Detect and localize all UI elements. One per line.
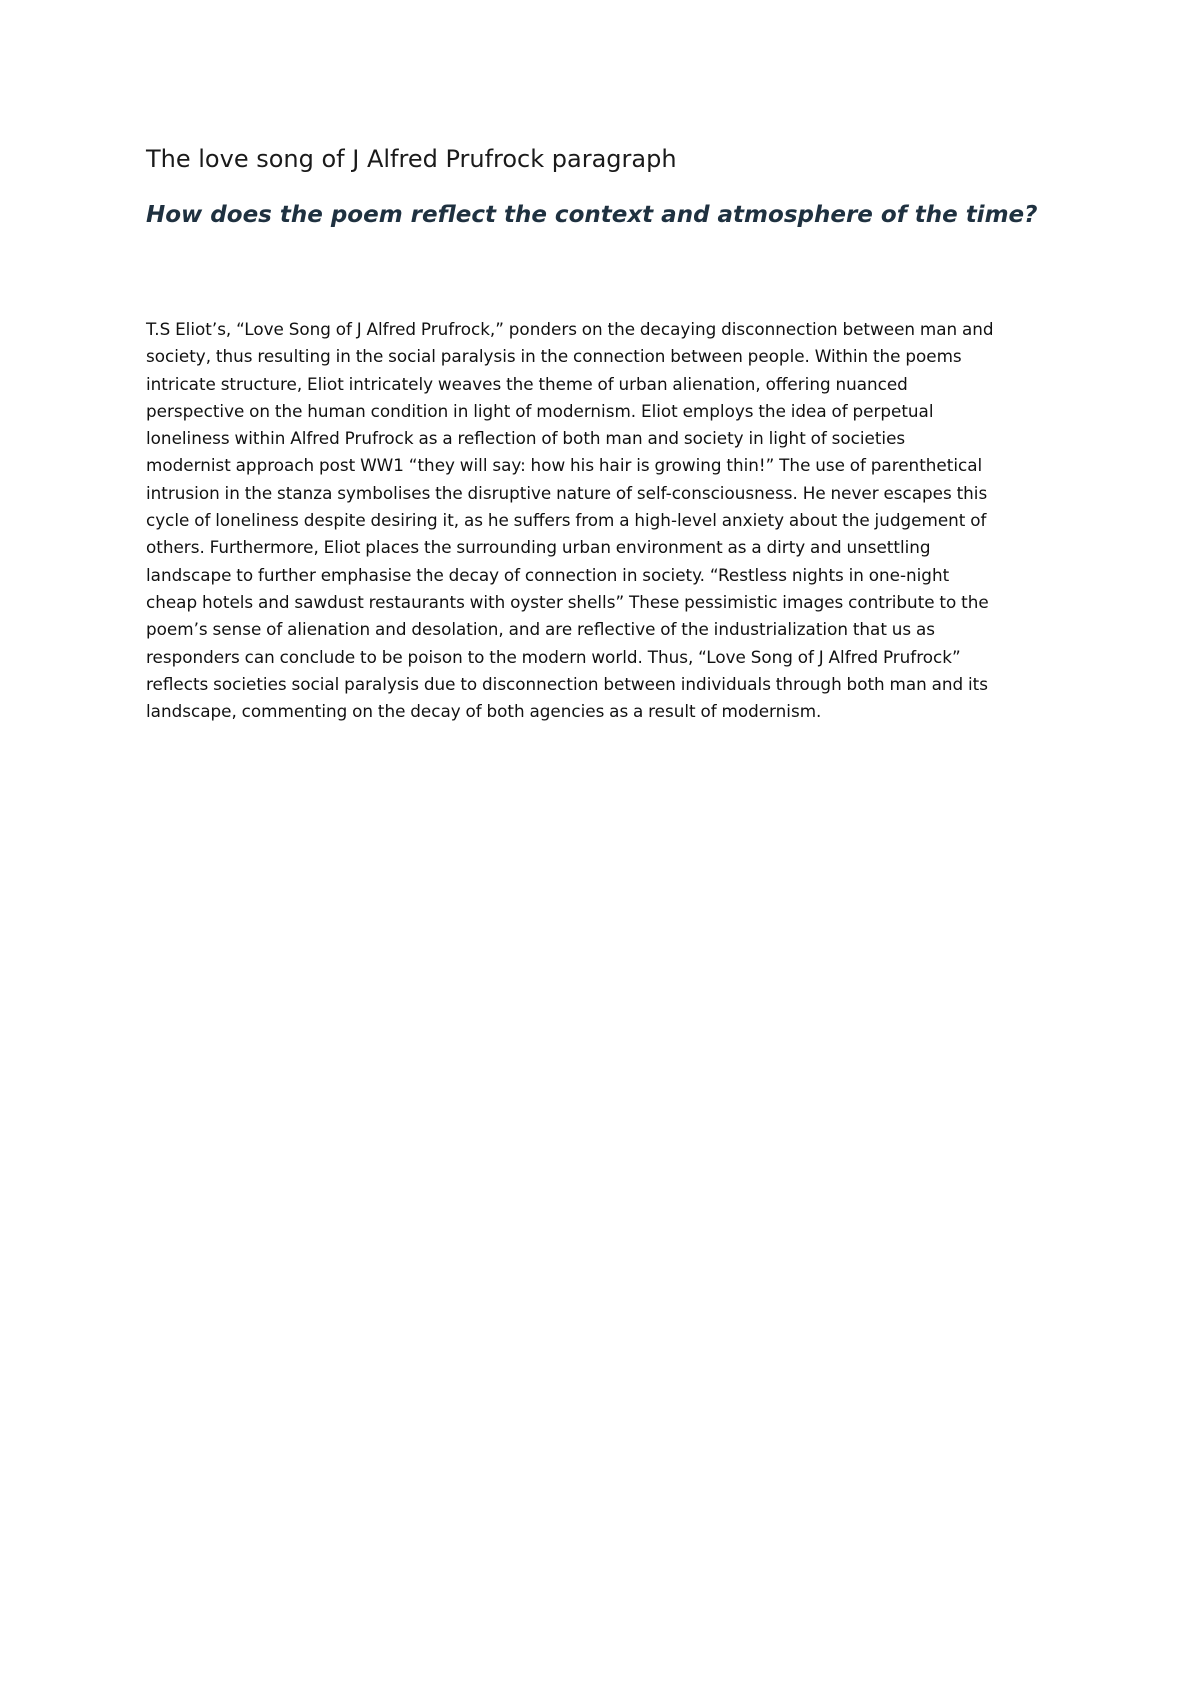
- body-paragraph: [146, 316, 1086, 725]
- paragraph-line: cycle of loneliness despite desiring it, as he suffers from a high-level anxiety about the judgement of: [146, 510, 987, 531]
- paragraph-line: landscape to further emphasise the decay of connection in society. “Restless nights in one-night: [146, 564, 950, 585]
- paragraph-line: poem’s sense of alienation and desolation, and are reflective of the industrialization that us as: [146, 619, 935, 640]
- paragraph-line: loneliness within Alfred Prufrock as a reflection of both man and society in light of societies: [146, 428, 906, 449]
- paragraph-line: T.S Eliot’s, “Love Song of J Alfred Prufrock,” ponders on the decaying disconnection between man and: [146, 319, 994, 339]
- paragraph-line: perspective on the human condition in light of modernism. Eliot employs the idea of perpetual: [146, 400, 934, 421]
- paragraph-line: responders can conclude to be poison to the modern world. Thus, “Love Song of J Alfred Prufrock”: [146, 646, 961, 667]
- paragraph-line: society, thus resulting in the social paralysis in the connection between people. Within the poems: [146, 346, 962, 367]
- document-title: The love song of J Alfred Prufrock paragraph: [146, 145, 677, 173]
- paragraph-line: intrusion in the stanza symbolises the disruptive nature of self-consciousness. He never escapes this: [146, 482, 988, 503]
- paragraph-line: reflects societies social paralysis due to disconnection between individuals through both man and its: [146, 673, 989, 694]
- paragraph-line: landscape, commenting on the decay of both agencies as a result of modernism.: [146, 701, 822, 722]
- paragraph-line: others. Furthermore, Eliot places the surrounding urban environment as a dirty and unsettling: [146, 537, 931, 558]
- paragraph-line: cheap hotels and sawdust restaurants with oyster shells” These pessimistic images contribute to the: [146, 591, 989, 612]
- paragraph-line: modernist approach post WW1 “they will say: how his hair is growing thin!” The use of parenthetical: [146, 455, 983, 476]
- paragraph-line: intricate structure, Eliot intricately weaves the theme of urban alienation, offering nuanced: [146, 373, 908, 394]
- document-question-heading: How does the poem reflect the context and atmosphere of the time?: [146, 202, 1038, 228]
